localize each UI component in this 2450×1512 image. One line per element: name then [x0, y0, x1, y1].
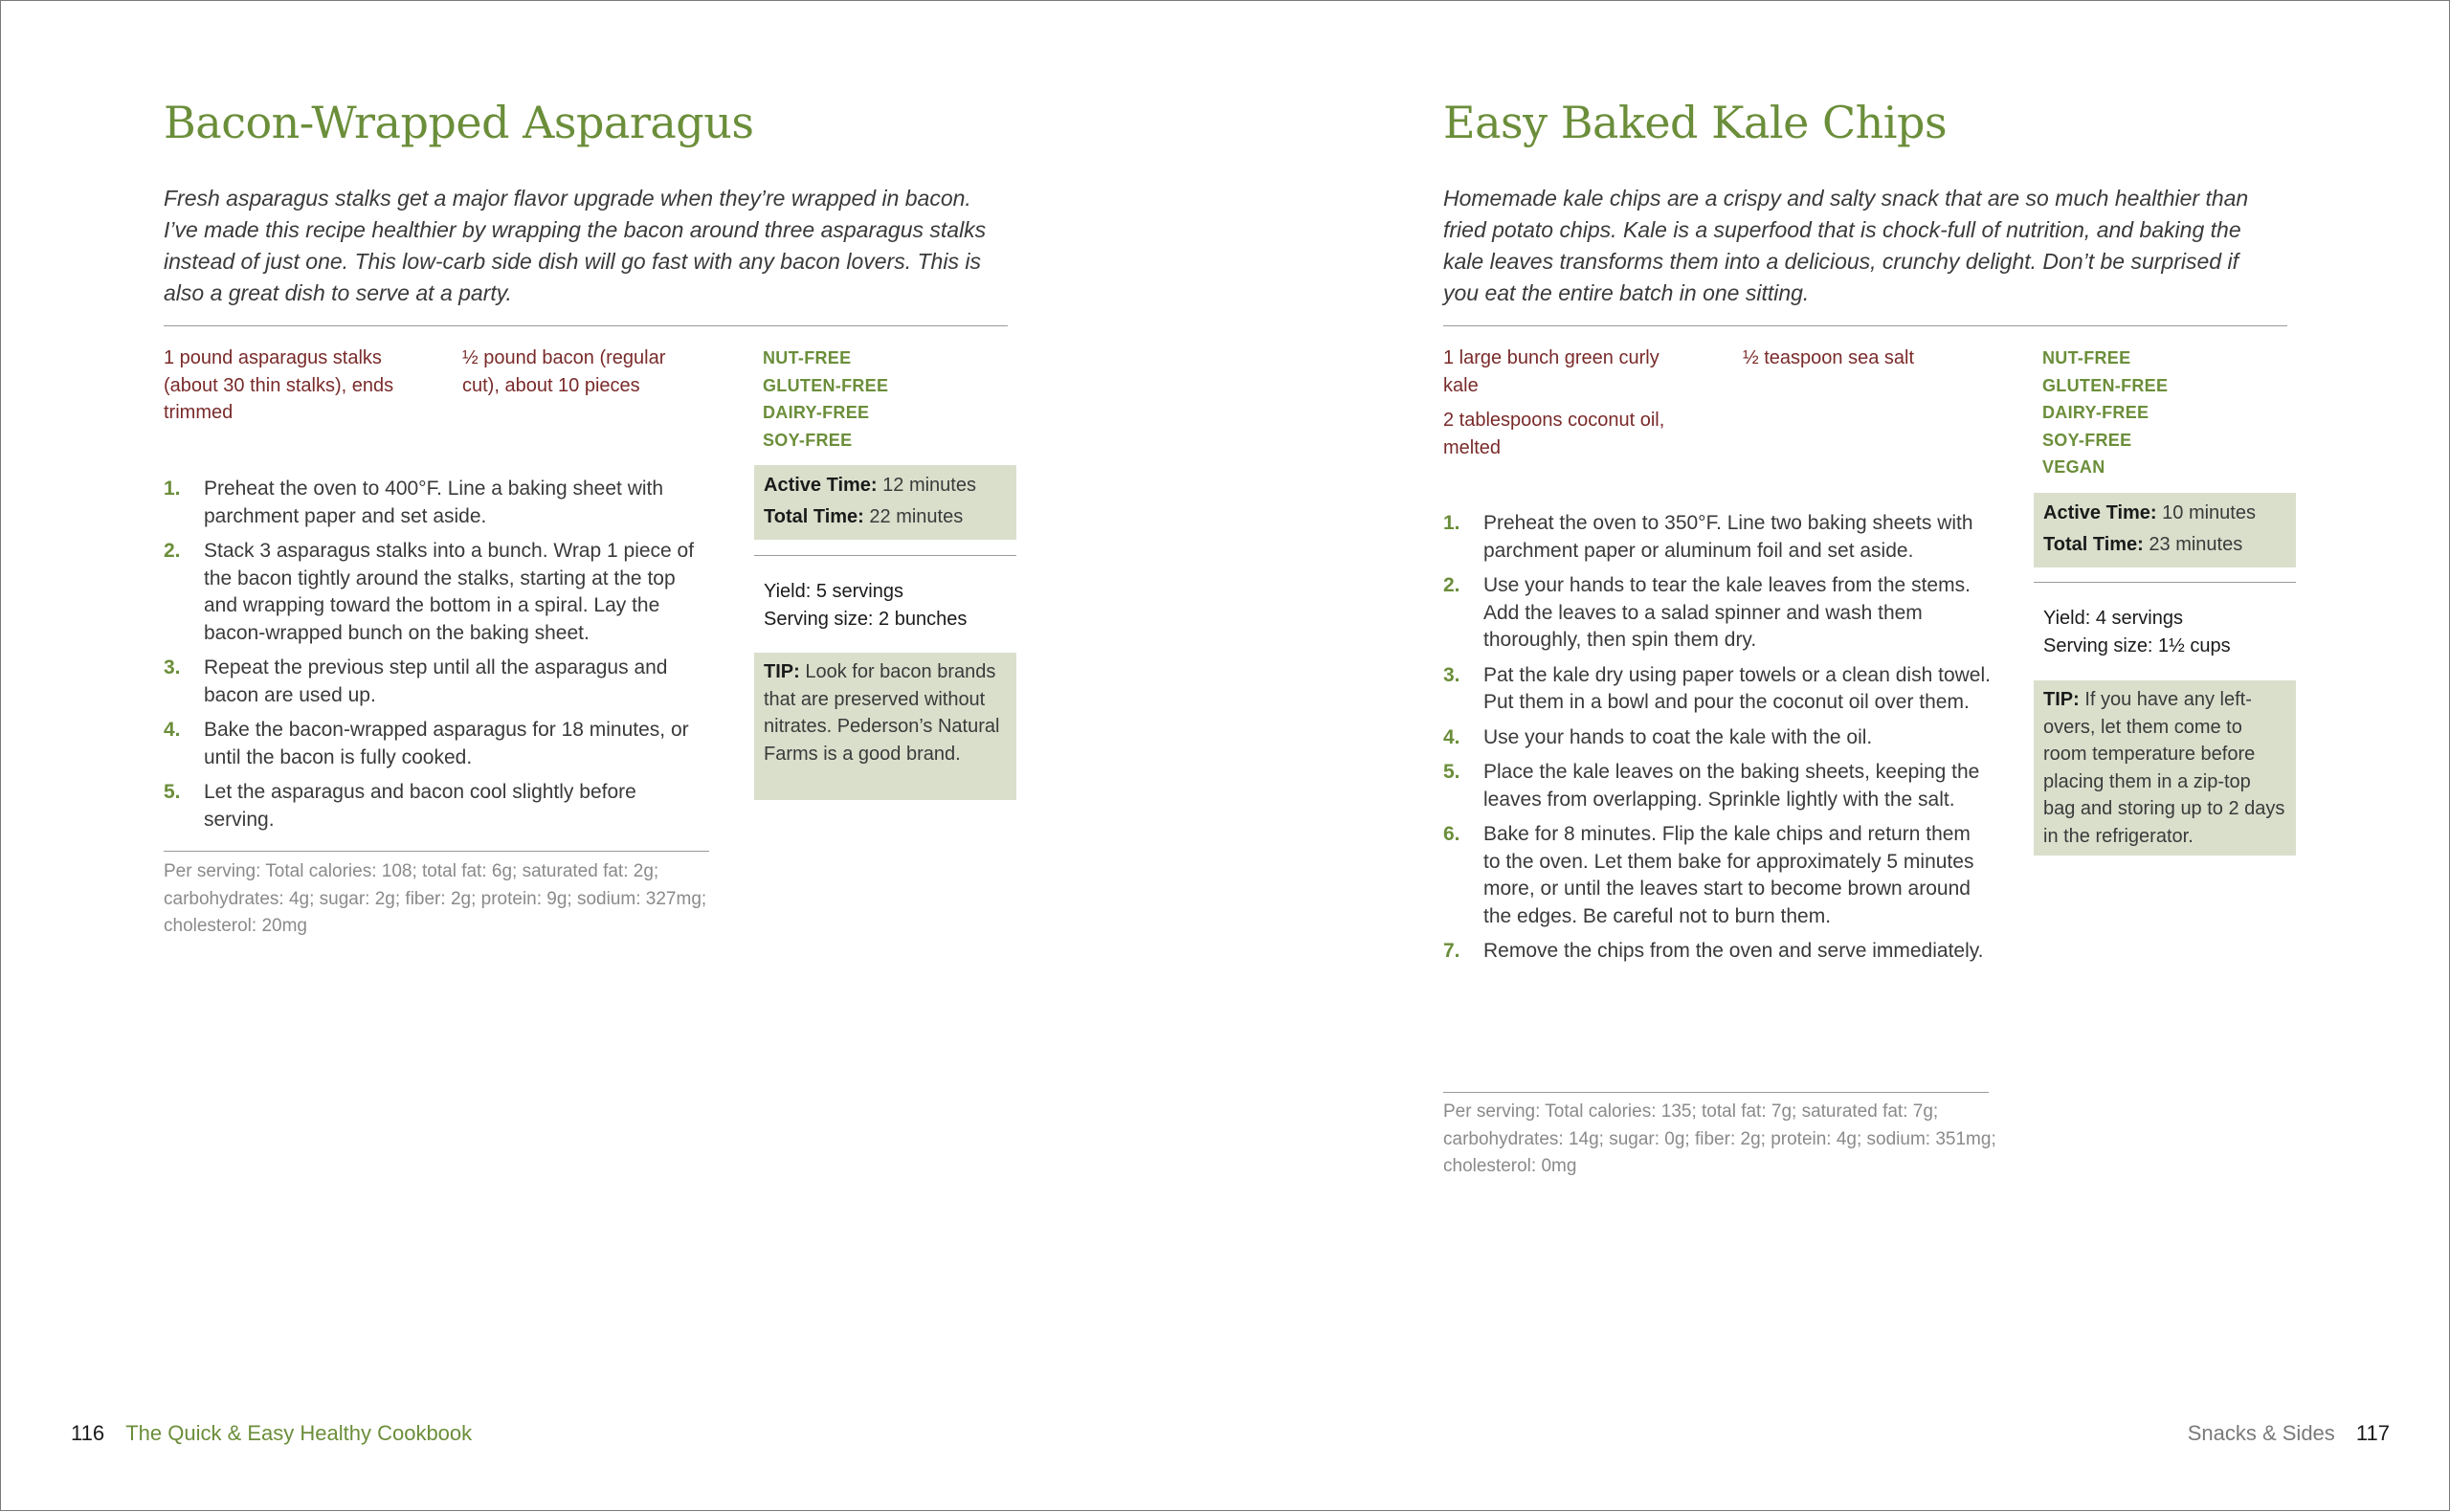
- yield: Yield: 4 servings: [2043, 608, 2183, 629]
- left-page: [164, 1, 1216, 1512]
- step-text: Use your hands to tear the kale leaves from the stems. Add the leaves to a salad spinner and wash them thoroughly, then spin them dry.: [1483, 574, 1971, 651]
- diet-tag: GLUTEN-FREE: [2042, 375, 2169, 395]
- step-text: Repeat the previous step until all the asparagus and bacon are used up.: [204, 656, 668, 706]
- divider: [1443, 325, 2287, 326]
- step-number: 4.: [164, 719, 181, 741]
- recipe-intro: Fresh asparagus stalks get a major flavor upgrade when they’re wrapped in bacon. I’ve made this recipe healthier by wrapping the bacon around three asparagus stalks instead of just one. This low-carb side dish will go fast with any bacon lovers. This is also a great dish to serve at a party.: [164, 186, 987, 305]
- ingredients-column-1: [1443, 345, 1682, 469]
- recipe-title: Bacon-Wrapped Asparagus: [164, 97, 754, 148]
- step-text: Preheat the oven to 400°F. Line a baking sheet with parchment paper and set aside.: [204, 478, 664, 527]
- step-item: [164, 538, 711, 647]
- diet-tag: GLUTEN-FREE: [763, 375, 889, 395]
- step-item: [164, 717, 711, 771]
- left-folio: [71, 1421, 472, 1446]
- step-item: [1443, 724, 1991, 752]
- step-item: [1443, 759, 1991, 813]
- divider: [754, 555, 1016, 556]
- tip-label: TIP:: [764, 661, 800, 682]
- step-item: [1443, 821, 1991, 930]
- step-number: 3.: [164, 656, 181, 678]
- divider: [164, 851, 709, 852]
- step-text: Let the asparagus and bacon cool slightly before serving.: [204, 781, 636, 831]
- total-time: Total Time: 23 minutes: [2043, 534, 2243, 555]
- diet-tag: SOY-FREE: [763, 430, 853, 450]
- section-title: Snacks & Sides: [2187, 1421, 2335, 1445]
- time-box: [2034, 493, 2296, 567]
- method-steps: [1443, 510, 1991, 973]
- right-folio: [2188, 1421, 2390, 1446]
- nutrition-info: Per serving: Total calories: 135; total fat: 7g; saturated fat: 7g; carbohydrates: 14g; sugar: 0g; fiber: 2g; protein: 4g; sodium: 351mg; cholesterol: 0mg: [1443, 1101, 1996, 1176]
- step-item: [164, 779, 711, 834]
- step-item: [1443, 938, 1991, 966]
- step-number: 6.: [1443, 823, 1460, 845]
- step-text: Place the kale leaves on the baking sheets, keeping the leaves from overlapping. Sprinkle lightly with the salt.: [1483, 761, 1980, 811]
- diet-tag: NUT-FREE: [763, 348, 852, 367]
- recipe-intro: Homemade kale chips are a crispy and salty snack that are so much healthier than fried potato chips. Kale is a superfood that is chock-full of nutrition, and baking the kale leaves transforms them into a delicious, crunchy delight. Don’t be surprised if you eat the entire batch in one sitting.: [1443, 186, 2249, 305]
- step-number: 4.: [1443, 725, 1460, 748]
- step-text: Stack 3 asparagus stalks into a bunch. Wrap 1 piece of the bacon tightly around the stalks, starting at the top and wrapping toward the bottom in a spiral. Lay the bacon-wrapped bunch on the baking sheet.: [204, 540, 695, 644]
- yield-info: [764, 578, 967, 634]
- serving-size: Serving size: 2 bunches: [764, 609, 968, 630]
- ingredient-item: 1 pound asparagus stalks (about 30 thin stalks), ends trimmed: [164, 347, 394, 423]
- ingredient-item: 2 tablespoons coconut oil, melted: [1443, 410, 1665, 458]
- step-text: Bake the bacon-wrapped asparagus for 18 minutes, or until the bacon is fully cooked.: [204, 719, 689, 768]
- diet-tags: [2042, 345, 2168, 481]
- diet-tag: DAIRY-FREE: [763, 403, 870, 422]
- yield-info: [2043, 605, 2231, 660]
- step-item: [1443, 662, 1991, 717]
- tip-box: [754, 653, 1016, 800]
- ingredient-item: ½ pound bacon (regular cut), about 10 pieces: [462, 347, 666, 396]
- tip-text: Look for bacon brands that are preserved without nitrates. Pederson’s Natural Farms is a good brand.: [764, 661, 1000, 765]
- step-number: 1.: [164, 478, 181, 500]
- step-number: 1.: [1443, 512, 1460, 534]
- step-number: 7.: [1443, 940, 1460, 962]
- tip-box: [2034, 680, 2296, 856]
- diet-tag: DAIRY-FREE: [2042, 403, 2149, 422]
- right-page: [1443, 1, 2450, 1512]
- ingredients-column-2: [462, 345, 673, 407]
- active-time: Active Time: 12 minutes: [764, 475, 976, 496]
- time-box: [754, 465, 1016, 540]
- yield: Yield: 5 servings: [764, 581, 903, 602]
- step-item: [164, 476, 711, 530]
- ingredient-item: 1 large bunch green curly kale: [1443, 347, 1659, 396]
- serving-size: Serving size: 1½ cups: [2043, 635, 2231, 656]
- diet-tag: NUT-FREE: [2042, 348, 2131, 367]
- divider: [1443, 1092, 1989, 1093]
- step-number: 2.: [1443, 574, 1460, 596]
- step-item: [164, 655, 711, 709]
- step-number: 5.: [164, 781, 181, 803]
- nutrition-info: Per serving: Total calories: 108; total fat: 6g; saturated fat: 2g; carbohydrates: 4g; sugar: 2g; fiber: 2g; protein: 9g; sodium: 327mg; cholesterol: 20mg: [164, 861, 707, 936]
- ingredients-column-2: [1743, 345, 1972, 380]
- ingredients-column-1: [164, 345, 412, 434]
- page-number: 117: [2355, 1421, 2390, 1445]
- step-number: 2.: [164, 540, 181, 562]
- step-number: 5.: [1443, 761, 1460, 783]
- diet-tags: [763, 345, 888, 454]
- step-number: 3.: [1443, 663, 1460, 686]
- ingredient-item: ½ teaspoon sea salt: [1743, 347, 1915, 368]
- step-item: [1443, 510, 1991, 565]
- step-text: Remove the chips from the oven and serve immediately.: [1483, 940, 1984, 962]
- divider: [2034, 582, 2296, 583]
- step-text: Preheat the oven to 350°F. Line two baking sheets with parchment paper or aluminum foil and set aside.: [1483, 512, 1973, 562]
- divider: [164, 325, 1008, 326]
- page-number: 116: [71, 1421, 105, 1445]
- step-text: Pat the kale dry using paper towels or a clean dish towel. Put them in a bowl and pour the coconut oil over them.: [1483, 663, 1991, 713]
- tip-text: If you have any leftovers, let them come to room temperature before placing them in a zip-top bag and storing up to 2 days in the refrigerator.: [2043, 689, 2285, 847]
- diet-tag: VEGAN: [2042, 457, 2105, 477]
- total-time: Total Time: 22 minutes: [764, 506, 964, 527]
- book-title: The Quick & Easy Healthy Cookbook: [125, 1421, 473, 1445]
- method-steps: [164, 476, 711, 841]
- step-text: Use your hands to coat the kale with the oil.: [1483, 725, 1873, 748]
- diet-tag: SOY-FREE: [2042, 430, 2132, 450]
- active-time: Active Time: 10 minutes: [2043, 502, 2256, 523]
- step-item: [1443, 572, 1991, 655]
- recipe-title: Easy Baked Kale Chips: [1443, 97, 1948, 148]
- step-text: Bake for 8 minutes. Flip the kale chips and return them to the oven. Let them bake for approximately 5 minutes more, or until the leaves start to become brown around the edges. Be careful not to burn them.: [1483, 823, 1974, 927]
- tip-label: TIP:: [2043, 689, 2080, 710]
